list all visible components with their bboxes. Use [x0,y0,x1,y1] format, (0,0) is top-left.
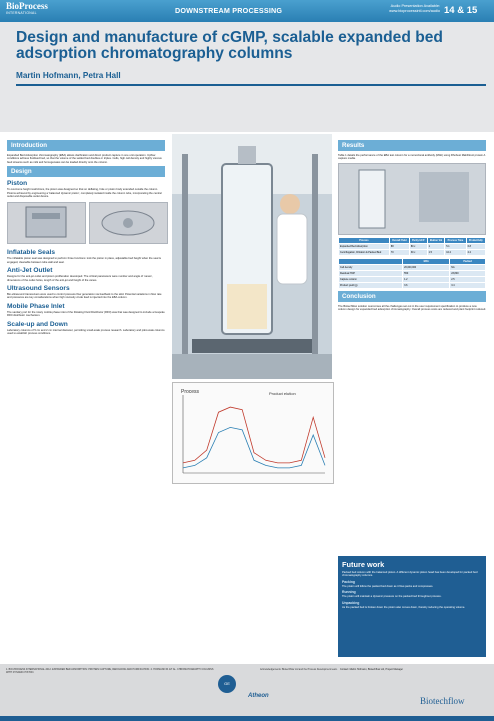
chart-svg [173,383,333,483]
poster-title: Design and manufacture of cGMP, scalable expanded bed adsorption chromatography columns [16,29,443,62]
scale-text: Laboratory columns of 5 cm and 2 cm internal diameter, permitting small-scale process research. Laboratory and pilot-scale columns used to establish process conditions. [7,328,165,336]
intro-band: Introduction [7,140,165,151]
future-text: Packed bed column with the balanced piston. A different dynamic piston head has been developed for packed bed chromatography columns. [342,571,478,578]
piston-text: To overcome height restrictions, the piston was designed so that on deflating, hole or piston body extended outside the column. Pistons achieved by engineering a 'balanced dynamic piston', completely isolated inside the column tube, incorporating the central outlet and disposable outlet device. [7,188,162,199]
piston-drawing-icon [8,203,85,243]
future-unpacking-text: As the packed bed is broken down the piston also moves down, thereby reducing the operating volume. [342,605,466,609]
piston-figure-1 [7,202,86,244]
conclusion-band: Conclusion [338,291,486,302]
conclusion-text: The Biotechflow solution overcomes all the challenges set out in the user requirement specification to produce a new column design for expanded bed adsorption chromatography. Overall process costs are reduced and plant footprint reduced. [338,304,486,312]
audio-link-url: www.bioprocessintl.com/audio [389,9,440,13]
table2-cell: 3.6 [403,282,450,288]
lab-column-photo-icon [172,134,332,379]
title-divider [16,84,486,86]
table1-cell: 30 x [409,249,427,255]
table2-row [339,282,486,288]
page-numbers: 14 & 15 [444,5,478,16]
contact-text: Contact: Martin Hofmann, Biotechflow Ltd, Project Manager [340,668,403,671]
piston-photo-icon [90,203,167,243]
table1-cell: 5.1 [445,243,466,249]
section-title: DOWNSTREAM PROCESSING [175,6,283,15]
table2-cell: Residual HCP [339,270,403,276]
table1-cell: 2.2 [466,249,485,255]
table2-cell: 20,000,000 [403,264,450,270]
results-text: Table 1 details the performance of the EBA test column for a monoclonal antibody (MAb) using Rhobust MabDirect protein A capture media. [338,154,486,161]
audio-link[interactable] [345,4,440,14]
elution-chart [172,382,334,484]
table2-header-cell: EBA [403,258,450,264]
future-running-heading: Running [342,590,356,595]
future-work-box [338,556,486,657]
table1-header-cell: Process Time [445,237,466,243]
biotechflow-logo: Biotechflow [420,696,465,706]
table2-cell: 550 [403,270,450,276]
seals-text: The inflatable piston seal was designed to perform three functions: lock the piston in place, adjustable bed height when the seal is engaged, cleanable between tube wall and seal. [7,257,162,264]
table2-cell: 23,800 [450,270,486,276]
results-column-icon [339,164,485,234]
ultrasound-text: Bio-ultrasound transceivers were used to control pressure flow generation via feedback to the skid. Potential variations in flow rate and pressures are key considerations when high viscosity crude feed is injected into the EBA column. [7,293,162,300]
seals-heading: Inflatable Seals [7,249,56,257]
table1-row [339,249,486,255]
table1-header-cell: Purity HCP [409,237,427,243]
future-unpacking-heading: Unpacking [342,600,360,605]
future-packing-heading: Packing [342,579,356,584]
mobile-phase-heading: Mobile Phase Inlet [7,302,65,310]
column-photo [172,134,332,379]
table2-header-cell: Packed [450,258,486,264]
table1-cell: 6.8 [466,243,485,249]
future-packing-text: The piston will follow the packed bed down as it flow-packs and compresses. [342,584,434,588]
chart-series-line-1 [183,427,325,468]
anti-jet-text: Designs for the anti-jet outlet and piston proliferation developed. The critical parameters were number and angle of 'vanes', dimensions of the outlet holes, length of the anti-jet and height of the vanes. [7,275,153,282]
table1-cell: 10.2 [445,249,466,255]
piston-heading: Piston [7,180,28,188]
results-band: Results [338,140,486,151]
table1-cell: 70 [389,249,409,255]
table2-cell: NA [450,264,486,270]
atheon-logo: Atheon [248,693,269,699]
left-column [7,140,165,338]
table1-cell: 88 [389,243,409,249]
piston-figure-2 [89,202,168,244]
anti-jet-heading: Anti-Jet Outlet [7,267,53,275]
table1-header-cell: Overall Yield [389,237,409,243]
piston-figures [7,200,165,246]
results-table-1 [338,237,486,256]
logo-sub: INTERNATIONAL [6,11,37,15]
table1-header-cell: Elution Vol [427,237,445,243]
table2-cell: Capture column [339,276,403,282]
future-heading: Future work [342,560,385,569]
chart-series-line-0 [183,407,325,463]
table1-header-cell: Process [339,237,390,243]
table2-cell: 1.2 [403,276,450,282]
footer-bar [0,716,494,721]
chart-annotation: Product elution [269,391,296,396]
results-table-2 [338,258,486,289]
table1-header-cell: Productivity [466,237,485,243]
table1-cell: 1.5 [427,249,445,255]
table2-cell: 3.4 [450,282,486,288]
table1-cell: 80 x [409,243,427,249]
scale-heading: Scale-up and Down [7,320,68,328]
mobile-phase-text: The sanitary port for the rotary mobile phase inlet of the Rotating Fluid Distributor (RFD) was that was designed to include a bespoke RFD distributor mechanism. [7,310,165,318]
acknowledgements-text: Acknowledgements: Biotechflow Ltd and the Process Development team. [260,668,338,671]
intro-text: Expanded Bed Adsorption chromatography (EBA) allows clarification and direct product capture in one unit operation. Upflow conditions achieve fluidised bed, so that the volume of the settled bed doubles or triples. Cells, high cell density and highly viscous feed streams such as milk and homogenates can be loaded directly onto the column. [7,154,162,164]
ge-logo: GE [218,675,236,693]
future-running-text: The piston will maintain a dynamic pressure on the packed bed throughout process. [342,595,442,599]
references-text: 1. BIO-PROCESS INTERNATIONAL 2012. EXPANDED BED ADSORPTION: PROTEIN CAPTURE, REFOLDING AND PURIFICATION. 2. HOFMANN M. ET AL. CHROMATOGRAPHY COLUMNS WITH DYNAMIC PISTON. [6,668,214,674]
results-photo [338,163,486,235]
table1-cell: Expanded Bed Adsorption [339,243,390,249]
bioprocess-logo [6,2,48,16]
poster-authors: Martin Hofmann, Petra Hall [16,71,121,80]
table1-cell: 1 [427,243,445,249]
table2-cell: Cell density [339,264,403,270]
audio-link-label: Audio Presentation Available: [390,4,440,8]
table1-cell: Centrifugation, Filtration & Packed Bed [339,249,390,255]
ultrasound-heading: Ultrasound Sensors [7,285,70,293]
chart-title: Process [181,389,200,395]
table2-cell: 2.5 [450,276,486,282]
table2-cell: Product yield (g) [339,282,403,288]
right-column [338,140,486,314]
design-band: Design [7,166,165,177]
logo-main: BioProcess [6,1,48,11]
